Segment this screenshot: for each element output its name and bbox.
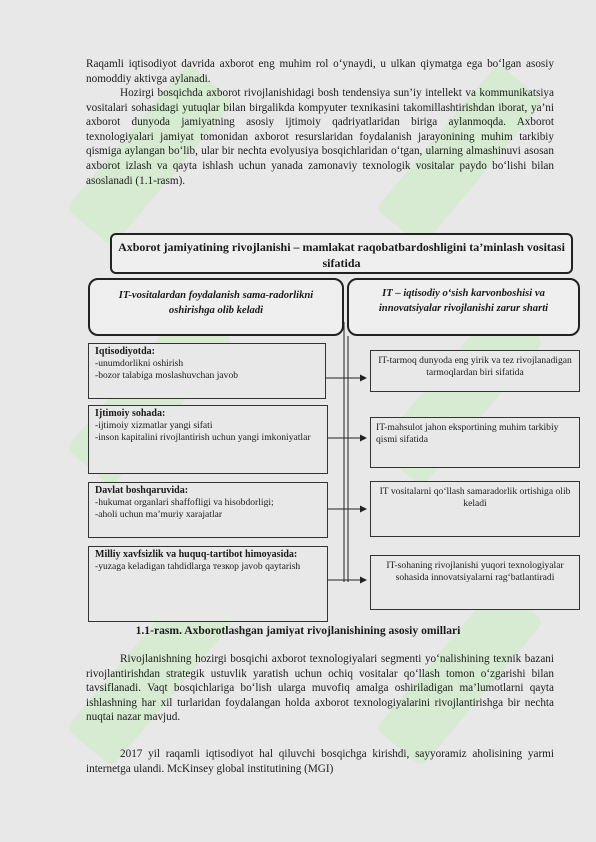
right-box-2: IT-mahsulot jahon eksportining muhim tarkibiy qismi sifatida (370, 417, 580, 468)
right-box-4: IT-sohaning rivojlanishi yuqori texnologiyalar sohasida innovatsiyalarni rag‘batlantiradi (370, 555, 580, 610)
right-box-3: IT vositalarni qo‘llash samaradorlik ortishiga olib keladi (370, 481, 580, 537)
box-line: -hukumat organlari shaffofligi va hisobdorligi; (95, 497, 274, 509)
box-line: -bozor talabiga moslashuvchan javob (95, 370, 239, 382)
box-heading: Davlat boshqaruvida: (95, 485, 189, 496)
box-line: -aholi uchun ma’muriy xarajatlar (95, 509, 223, 521)
paragraph-1: Raqamli iqtisodiyot davrida axborot eng muhim rol o‘ynaydi, u ulkan qiymatga ega bo‘lgan asosiy nomoddiy aktivga aylanadi. (86, 58, 554, 85)
box-line: -yuzaga keladigan tahdidlarga тезкор javob qaytarish (95, 561, 301, 573)
right-header: IT – iqtisodiy o‘sish karvonboshisi va innovatsiyalar rivojlanishi zarur sharti (347, 278, 580, 336)
box-heading: Ijtimoiy sohada: (95, 408, 166, 419)
box-line: -unumdorlikni oshirish (95, 358, 184, 370)
box-heading: Iqtisodiyotda: (95, 346, 156, 357)
figure-caption: 1.1-rasm. Axborotlashgan jamiyat rivojlanishining asosiy omillari (135, 624, 461, 637)
left-header: IT-vositalardan foydalanish sama-radorlikni oshirishga olib keladi (88, 278, 344, 336)
box-heading: Milliy xavfsizlik va huquq-tartibot himoyasida: (95, 549, 298, 560)
paragraph-2: Hozirgi bosqichda axborot rivojlanishidagi bosh tendensiya sun’iy intellekt va kommunikatsiya vositalari sohasidagi yutuqlar bilan birgalikda kompyuter texnikasini takomillashtirishdan iborat, ya’ni axborot dunyoda jamiyatning asosiy ijtimoiy qadriyatlaridan biriga aylanmoqda. Axborot texnologiyalari jamiyat tomonidan axborot resurslaridan foydalanish jarayonining muhim tarkibiy qismiga aylangan bo‘lib, ular bir nechta evolyusiya bosqichlaridan o‘tgan, ularning almashinuvi asosan axborot izlash va qayta ishlash uchun yanada zamonaviy texnologik vositalar paydo bo‘lishi bilan asoslanadi (1.1-rasm). (86, 87, 554, 187)
box-line: -ijtimoiy xizmatlar yangi sifati (95, 420, 213, 432)
paragraph-4: 2017 yil raqamli iqtisodiyot hal qiluvchi bosqichga kirishdi, sayyoramiz aholisining yarmi internetga ulandi. McKinsey global institutining (MGI) (86, 748, 554, 775)
paragraph-3: Rivojlanishning hozirgi bosqichi axborot texnologiyalari segmenti yo‘nalishining texnik bazani rivojlantirishdan strategik ustuvlik yaratish uchun ochiq vositalar qo‘llash tomon o‘zgarishi bilan tavsiflanadi. Vaqt bosqichlariga bo‘lish ularga muvofiq amalga oshiriladigan ma’lumotlarni qayta ishlashning har xil turlaridan foydalangan holda axborot texnologiyalarini rivojlantirishga bir nechta nuqtai nazar mavjud. (86, 653, 554, 724)
box-line: -inson kapitalini rivojlantirish uchun yangi imkoniyatlar (95, 432, 311, 444)
diagram-title: Axborot jamiyatining rivojlanishi – mamlakat raqobatbardoshligini ta’minlash vositasi sifatida (110, 233, 573, 274)
right-box-1: IT-tarmoq dunyoda eng yirik va tez rivojlanadigan tarmoqlardan biri sifatida (370, 350, 580, 392)
